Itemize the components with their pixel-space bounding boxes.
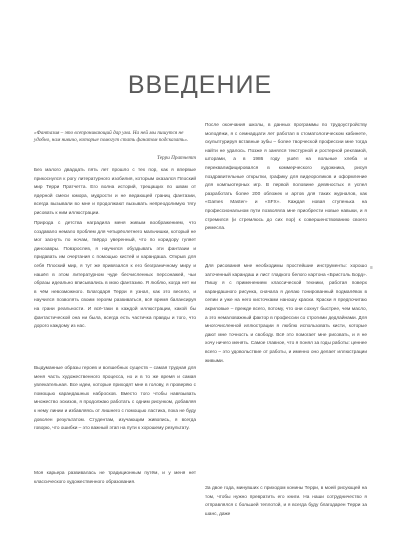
right-paragraph-3: За двое года, минувших с приходом конины Терри, в моей рисующей на том, чтобы нужно превратить его книги. На наши сотрудничество я отправлялся с большей теплотой, и я всегда буду благодарен Терри за шанс, даже bbox=[205, 486, 367, 517]
page-title: ВВЕДЕНИЕ bbox=[127, 71, 273, 99]
left-paragraph-3: Выдуманные образы героев и волшебных существ – самая трудная для меня часть художественного процесса, но и в то же время и самая увлекательная. Все идеи, которые приходят мне в голову, я проверяю с помощью карандашных набросков. Вместо того чтобы навязывать множество эскизов, я продолжаю работать с одним рисунком, добавляя к нему линии и избавляясь от лишнего с помощью ластика, пока не буду доволен результатом. Студентам, изучающим живопись, я всегда говорю, что ошибки – это важный этап на пути к хорошему результату. bbox=[34, 366, 196, 432]
epigraph-author: Терри Пратчетт bbox=[157, 155, 196, 161]
left-paragraph-1: Без малого двадцать пять лет прошло с тех пор, как я впервые прикоснулся к рогу литературного изобилия, которым оказался Плоский мир Терри Пратчетта. Его волна историй, трещащих по швам от ядерной смеси юмора, мудрости и не ведающей границ фантазии, всегда вызывали во мне и продолжают вызывать непреодолимую тягу рисовать к ним иллюстрации. bbox=[34, 168, 196, 216]
epigraph-quote: «Фантазия – это всепроникающий дар ума. На ней мы пишутся не удобно, нам нивичо, которые помогут стать фанатом подсказать». bbox=[34, 130, 189, 144]
left-paragraph-4: Моя карьера развивалась не традиционным путём, и у меня нет классического художественного образования. bbox=[34, 471, 196, 485]
page-edge-mark: ≡ bbox=[370, 265, 373, 271]
right-paragraph-2: Для рисования мне необходимы простейшие инструменты: хорошо заточенный карандаш и лист гладкого белого картона «Бристоль Борд». Пишу я с применением классической техники, работая поверх карандашного рисунка, сначала я делаю тонированный подмалёвок в сепии и уже на него кисточками наношу краски. Краски я предпочитаю акриловые – прежде всего, потому, что они сохнут быстрее, чем масло, а это немаловажный фактор в профессии со строгими дедлайнами. Для многочисленной иллюстрации я люблю использовать кисти, которые дают мне точность и свободу. Всё это помогает мне рисовать, и я не хочу ничего менять. Самое главное, что я понял за годы работы: ценнее всего – это удовольствие от работы, и именно оно делает иллюстрации живыми. bbox=[205, 264, 367, 364]
right-paragraph-1: После окончания школы, в данных программы по трудоустройству молодёжи, я с семнадцати лет работал в стоматологическом кабинете, скульптурируя вставные зубы – более творческой профессии мне тогда найти не удалось. Позже я занялся текстурной и ростерной рекламой, шторами, а в 1986 году ушёл на вольные хлеба и переквалифицировался в коммерческого художника, рисуя поздравительные открытки, графику для видеороликов и оформление для компьютерных игр. В первой половине девяностых я успел разработать более 200 обложек и артов для таких журналов, как «Games Master» и «SFX». Каждая новая ступенька на профессиональном пути позволяла мне приобрести новые навыки, и я стремился (и стремлюсь до сих пор) к совершенствованию своего ремесла. bbox=[205, 123, 367, 232]
left-paragraph-2: Природа с детства наградила меня живым воображением, что создавало немало проблем для четырёхлетнего мальчишки, который не мог заснуть по ночам, твёрдо уверенный, что по коридору гуляет динозавры. Повзрослев, я научился обуздывать эти фантазии и придавать им очертания с помощью кистей и карандаша. Открыв для себя Плоский мир, я тут же привязался к его безграничному миру и нашёл в этом литературном чуде бесчисленных персонажей, чьи образы идеально вписывались в мою фантазию. Я люблю, когда нет ни в чём невозможного. Благодаря Терри я узнал, как это весело, и научился позволять своим героям развиваться, всё время балансируя на грани реальности. И всё-таки в каждой иллюстрации, какой бы фантастической она ни была, всегда есть частичка правды и того, что дорого каждому из нас. bbox=[34, 221, 196, 330]
